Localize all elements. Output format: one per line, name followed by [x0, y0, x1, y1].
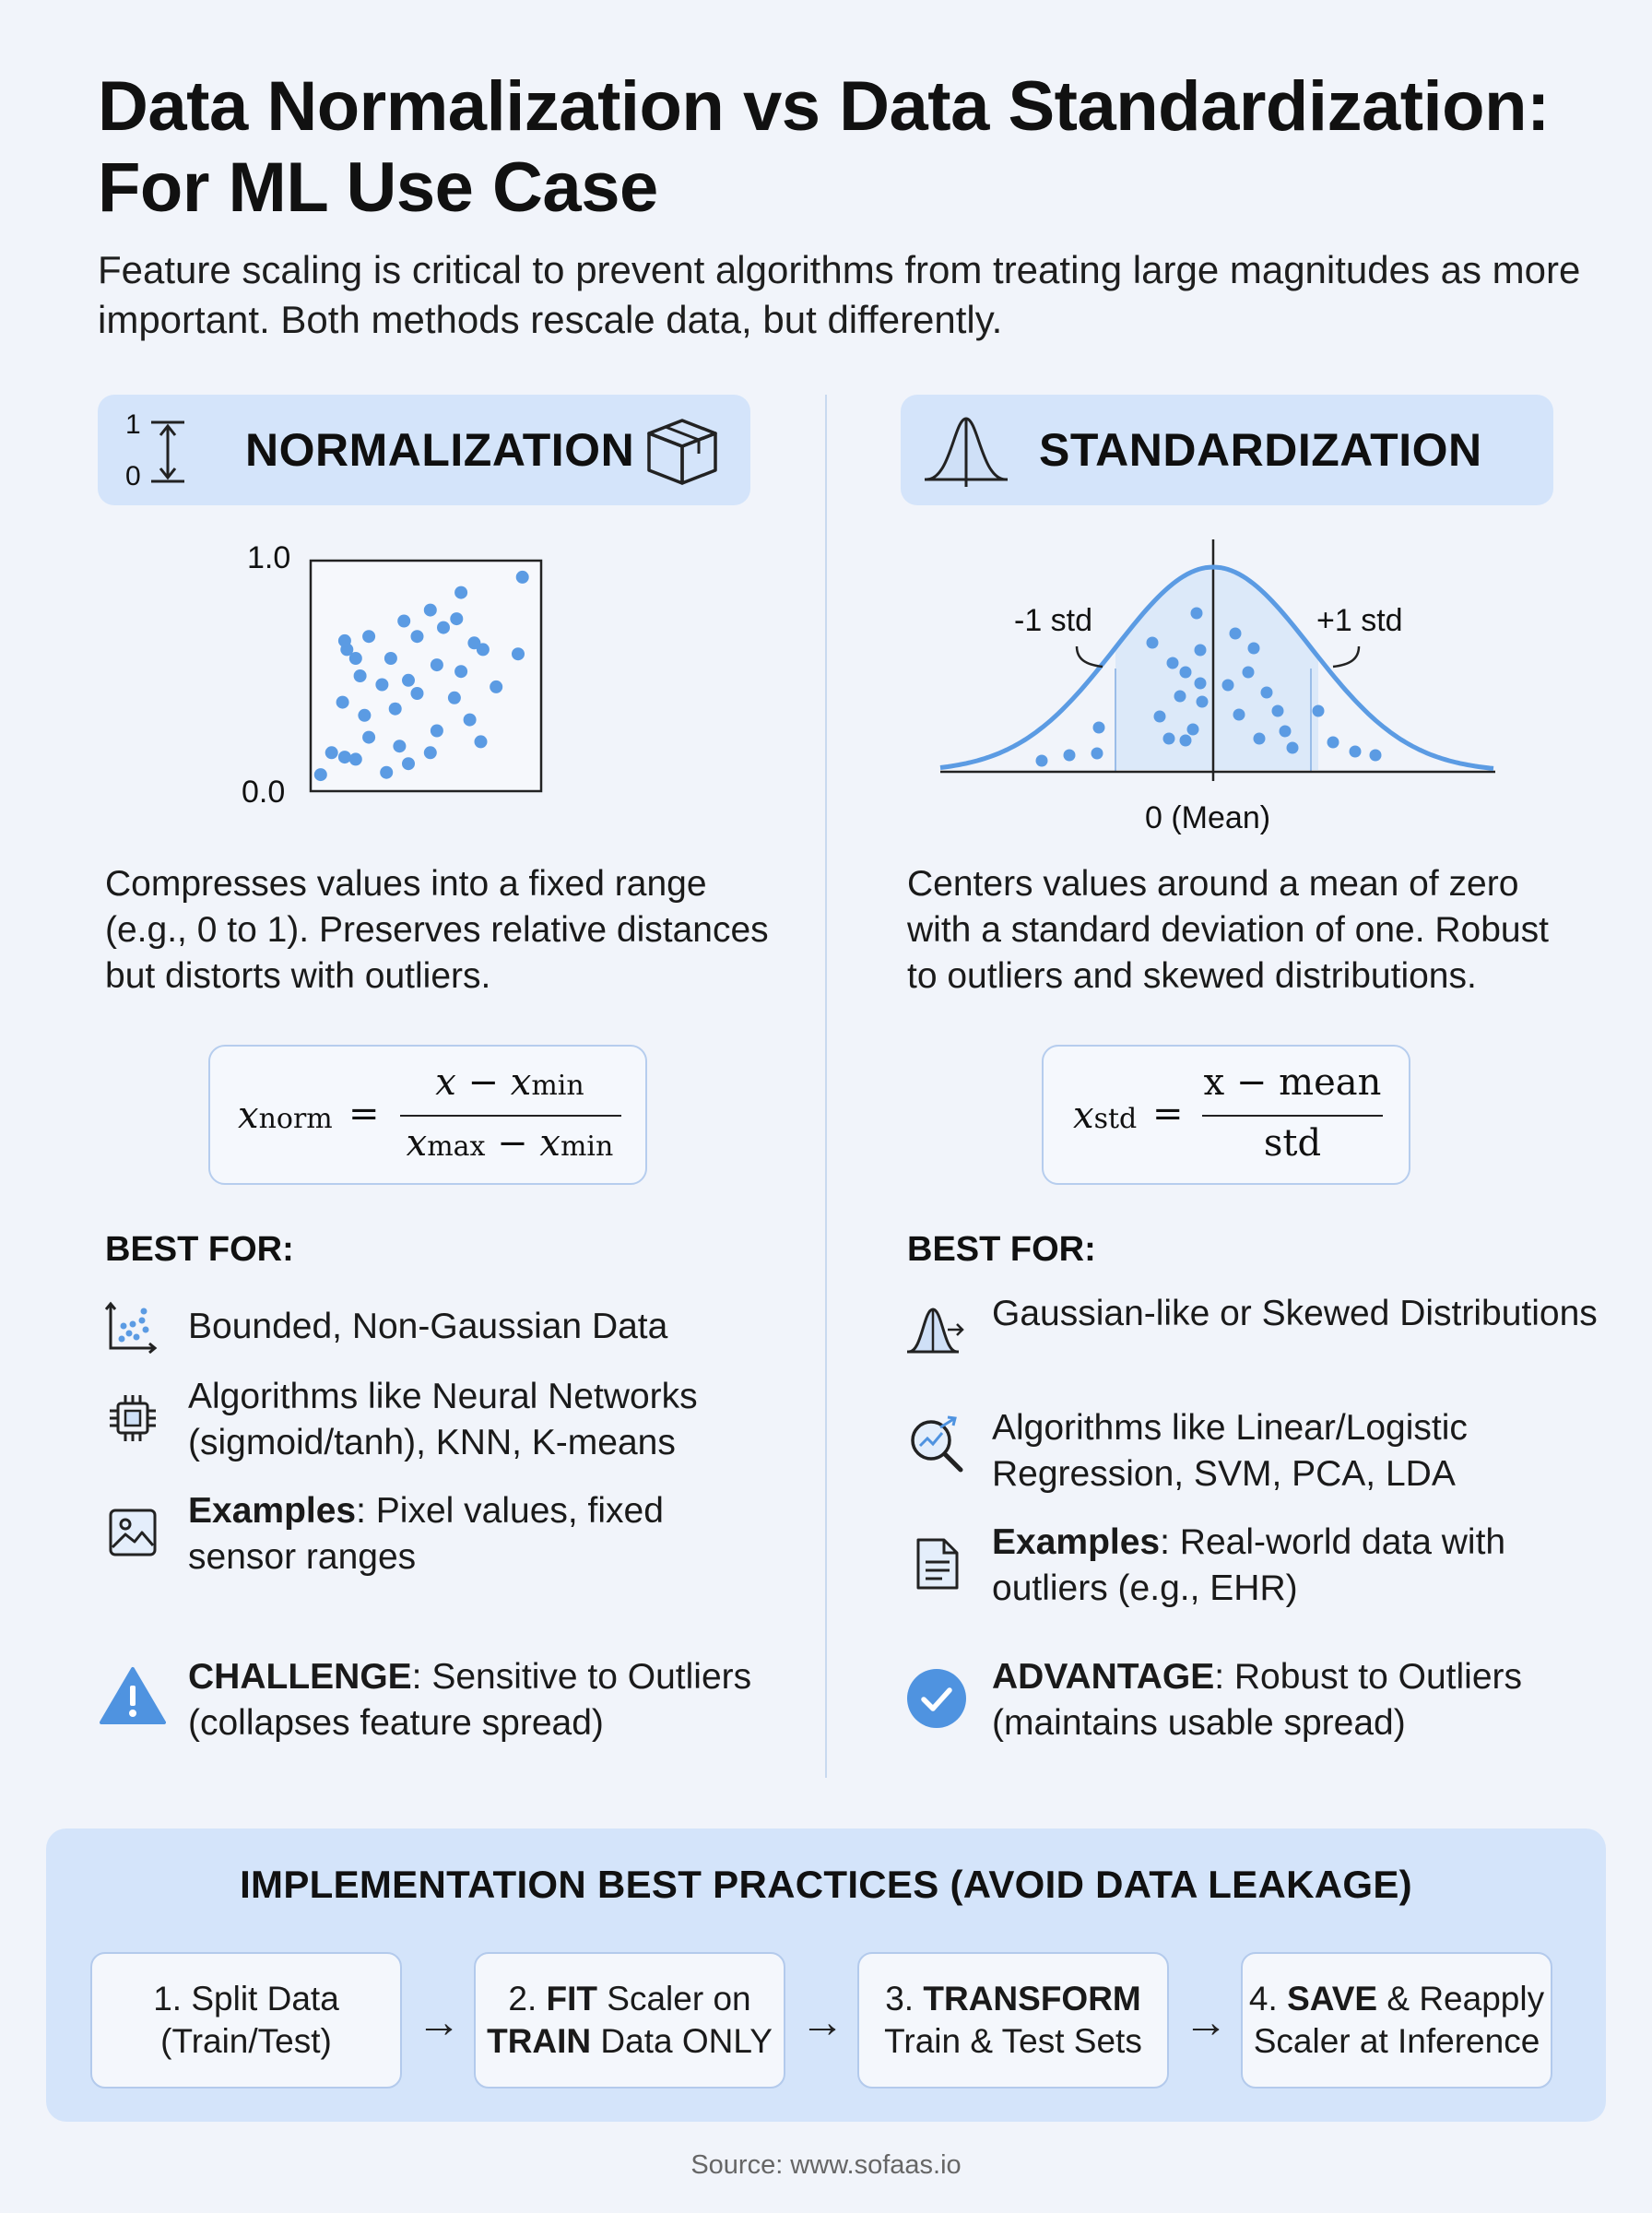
column-divider	[825, 395, 827, 1778]
scatter-point	[397, 615, 410, 628]
step-4: 4. SAVE & Reapply Scaler at Inference	[1241, 1952, 1552, 2089]
normalization-challenge: CHALLENGE: Sensitive to Outliers (collapses feature spread)	[188, 1657, 752, 1743]
bell-dot	[1187, 724, 1199, 736]
document-icon	[914, 1536, 961, 1592]
bell-curve-chart	[931, 530, 1503, 788]
scatter-point	[448, 692, 461, 704]
scatter-point	[402, 757, 415, 770]
scatter-point	[338, 634, 351, 647]
scatter-point	[362, 731, 375, 744]
scatter-point	[411, 687, 424, 700]
bell-dot	[1280, 726, 1292, 738]
bell-dot	[1092, 748, 1103, 760]
plus-std-pointer	[1333, 646, 1359, 667]
scatter-point	[490, 680, 502, 693]
scatter-point	[424, 604, 437, 617]
bell-dot	[1370, 750, 1382, 762]
normalization-description: Compresses values into a fixed range (e.g., 0 to 1). Preserves relative distances but distorts with outliers.	[105, 864, 769, 996]
standardization-description: Centers values around a mean of zero with a standard deviation of one. Robust to outliers and skewed distributions.	[907, 864, 1549, 996]
bell-dot	[1064, 750, 1076, 762]
scatter-point	[349, 652, 362, 665]
plot-y-bottom-label: 0.0	[242, 775, 286, 810]
warning-icon	[100, 1665, 166, 1726]
scatter-point	[354, 669, 367, 682]
step-1: 1. Split Data (Train/Test)	[90, 1952, 402, 2089]
arrow-2: →	[800, 1998, 844, 2047]
page-subtitle: Feature scaling is critical to prevent algorithms from treating large magnitudes as more important. Both methods rescale data, but differently.	[98, 248, 1581, 341]
bell-dot	[1350, 746, 1362, 758]
bell-dot	[1313, 705, 1325, 717]
bell-dot	[1254, 733, 1266, 745]
standardization-advantage: ADVANTAGE: Robust to Outliers (maintains usable spread)	[992, 1657, 1523, 1743]
normalization-title: NORMALIZATION	[245, 424, 635, 476]
bell-dot	[1154, 711, 1166, 723]
best-practices-title: IMPLEMENTATION BEST PRACTICES (AVOID DATA LEAKAGE)	[240, 1863, 1412, 1906]
scatter-point	[431, 725, 443, 738]
bell-curve-header-icon	[923, 411, 1009, 489]
scatter-point	[389, 703, 402, 716]
scatter-point	[314, 768, 327, 781]
scatter-point	[358, 709, 371, 722]
standardization-item-1: Gaussian-like or Skewed Distributions	[992, 1294, 1598, 1333]
bell-dot	[1163, 733, 1175, 745]
scatter-point	[393, 740, 406, 752]
standardization-title: STANDARDIZATION	[1039, 424, 1482, 476]
scatter-point	[384, 652, 397, 665]
bell-dot	[1248, 643, 1260, 655]
plot-y-top-label: 1.0	[247, 540, 291, 575]
scatter-point	[475, 735, 488, 748]
scatter-point	[454, 586, 467, 599]
box-icon	[643, 415, 721, 489]
scatter-point	[467, 636, 480, 649]
bell-dot	[1180, 735, 1192, 747]
bell-dot	[1191, 608, 1203, 620]
step-2: 2. FIT Scaler on TRAIN Data ONLY	[474, 1952, 785, 2089]
bell-dot	[1195, 645, 1207, 657]
minus-std-label: -1 std	[1014, 603, 1093, 638]
bell-dot	[1167, 657, 1179, 669]
scatter-point	[336, 696, 349, 709]
scatter-point	[349, 752, 362, 765]
arrow-1: →	[417, 1998, 461, 2047]
mean-label: 0 (Mean)	[1145, 800, 1271, 835]
bell-curve-icon	[905, 1304, 966, 1357]
standardization-item-2: Algorithms like Linear/Logistic Regression, SVM, PCA, LDA	[992, 1408, 1468, 1494]
standardization-best-for: BEST FOR:	[907, 1230, 1096, 1269]
scatter-point	[431, 658, 443, 671]
scatter-point	[512, 647, 525, 660]
bell-dot	[1261, 687, 1273, 699]
bell-dot	[1233, 709, 1245, 721]
page-title: Data Normalization vs Data Standardization: For ML Use Case	[98, 67, 1550, 227]
chip-icon	[105, 1391, 160, 1446]
scatter-point	[380, 766, 393, 779]
scatter-point	[362, 630, 375, 643]
normalization-item-1: Bounded, Non-Gaussian Data	[188, 1307, 668, 1346]
scatter-point	[516, 571, 529, 584]
normalization-header	[98, 395, 750, 505]
range-icon: 1 0	[125, 409, 190, 492]
scatter-point	[424, 746, 437, 759]
bell-dot	[1287, 742, 1299, 754]
bell-dot	[1243, 667, 1255, 679]
scatter-point	[450, 612, 463, 625]
arrow-3: →	[1184, 1998, 1228, 2047]
scatter-point	[437, 621, 450, 634]
bell-dot	[1180, 667, 1192, 679]
normalization-formula: xnorm = x − xmin xmax − xmin	[208, 1045, 647, 1185]
magnifier-chart-icon	[907, 1414, 966, 1473]
bell-dot	[1093, 722, 1105, 734]
scatter-point	[411, 630, 424, 643]
bell-dot	[1195, 678, 1207, 690]
scatter-point	[464, 714, 477, 727]
standardization-item-3: Examples: Real-world data with outliers (e.g., EHR)	[992, 1522, 1506, 1608]
bell-dot	[1230, 628, 1242, 640]
bell-dot	[1328, 737, 1339, 749]
source-credit: Source: www.sofaas.io	[690, 2150, 962, 2180]
scatter-point	[402, 674, 415, 687]
bell-dot	[1147, 637, 1159, 649]
bell-dot	[1222, 680, 1234, 692]
image-icon	[107, 1507, 159, 1558]
standardization-header	[901, 395, 1553, 505]
normalization-item-3: Examples: Pixel values, fixed sensor ranges	[188, 1491, 664, 1577]
scatter-point	[325, 746, 338, 759]
scatter-point	[338, 751, 351, 763]
bell-dot	[1197, 696, 1209, 708]
bell-dot	[1036, 755, 1048, 767]
bell-dot	[1174, 691, 1186, 703]
normalization-item-2: Algorithms like Neural Networks (sigmoid/tanh), KNN, K-means	[188, 1377, 698, 1462]
plus-std-label: +1 std	[1316, 603, 1403, 638]
bell-dot	[1272, 705, 1284, 717]
standardization-formula: xstd = x − mean std	[1042, 1045, 1410, 1185]
scatter-plot	[309, 559, 543, 793]
step-3: 3. TRANSFORM Train & Test Sets	[857, 1952, 1169, 2089]
scatter-plot-icon	[105, 1300, 159, 1354]
normalization-best-for: BEST FOR:	[105, 1230, 294, 1269]
minus-std-pointer	[1077, 646, 1103, 667]
scatter-point	[454, 665, 467, 678]
scatter-point	[375, 679, 388, 692]
check-circle-icon	[905, 1667, 968, 1730]
